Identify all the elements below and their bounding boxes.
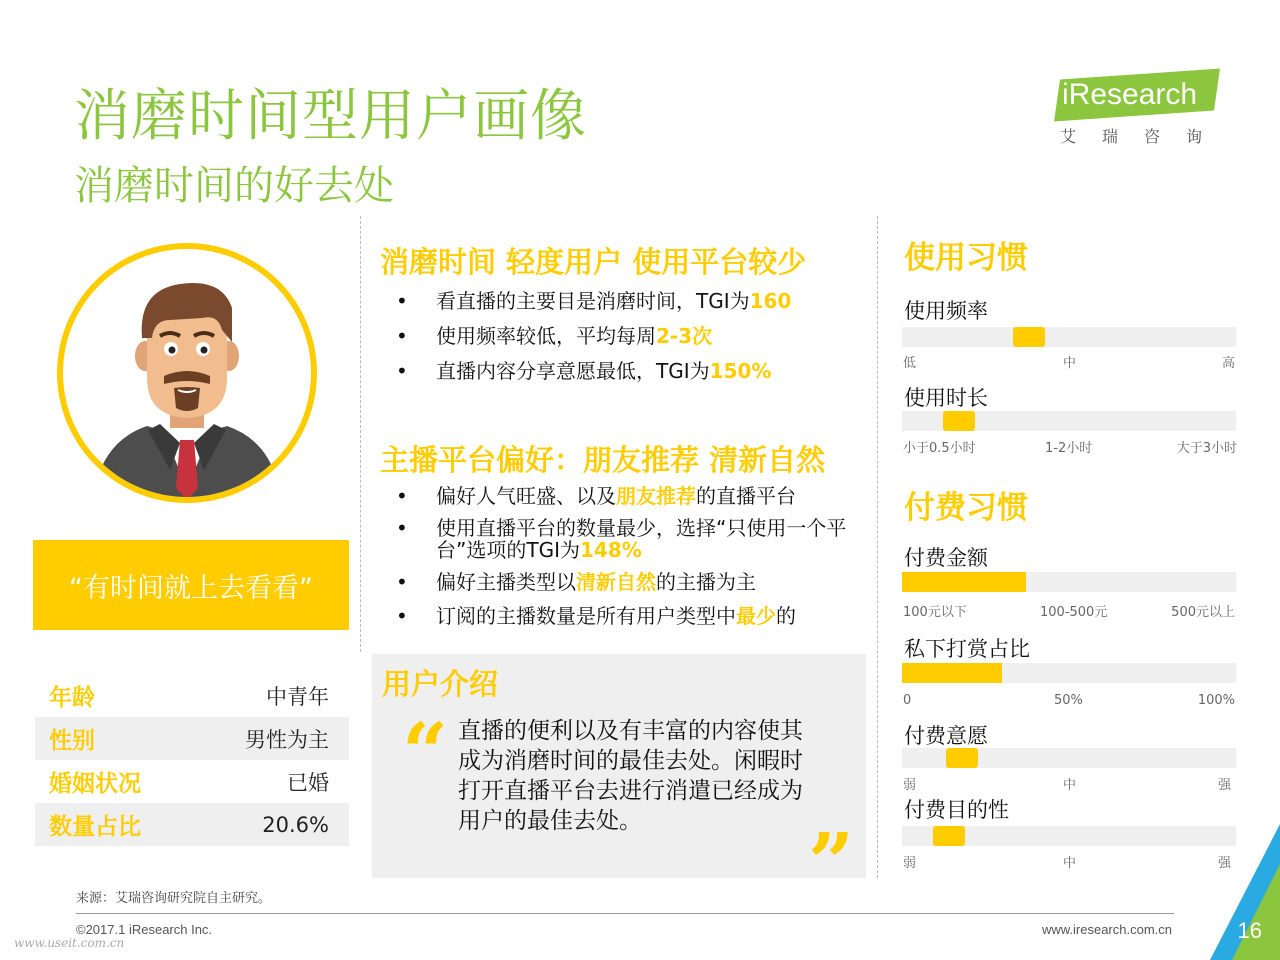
user-intro-heading: 用户介绍 — [382, 667, 499, 701]
gender-label: 性别 — [49, 728, 95, 754]
bullet-text: 订阅的主播数量是所有用户类型中 — [436, 604, 736, 628]
scale-high: 500元以上 — [1171, 605, 1235, 620]
scale-low: 弱 — [903, 856, 917, 871]
amount-scale — [903, 601, 1237, 620]
willingness-bar — [902, 748, 1236, 768]
scale-high: 大于3小时 — [1176, 441, 1237, 456]
share-label: 数量占比 — [49, 814, 141, 840]
tip-share-scale — [903, 693, 1237, 709]
bullet-highlight: 2-3次 — [656, 324, 713, 348]
purpose-bar — [902, 826, 1236, 846]
user-intro-text: 直播的便利以及有丰富的内容使其成为消磨时间的最佳去处。闲暇时打开直播平台去进行消遣已经成为用户的最佳去处。 — [458, 718, 803, 834]
scale-low: 弱 — [903, 778, 917, 793]
column-divider-left — [360, 216, 361, 652]
purpose-scale — [903, 852, 1237, 871]
marital-value: 已婚 — [287, 770, 329, 795]
frequency-bar — [902, 327, 1236, 347]
copyright: ©2017.1 iResearch Inc. — [76, 922, 213, 937]
amount-label: 付费金额 — [904, 546, 988, 570]
section-heading-usage-traits: 消磨时间 轻度用户 使用平台较少 — [380, 245, 807, 279]
watermark: www.useit.com.cn — [14, 936, 125, 950]
scale-mid: 中 — [1063, 778, 1077, 793]
open-quote-icon: “ — [402, 705, 449, 799]
list-item — [394, 483, 868, 509]
user-intro-panel — [372, 654, 866, 909]
willingness-marker — [946, 748, 978, 768]
frequency-marker — [1013, 327, 1045, 347]
payment-habits-heading: 付费习惯 — [904, 490, 1028, 526]
persona-quote-box — [33, 540, 349, 630]
purpose-label: 付费目的性 — [904, 798, 1009, 822]
logo-brand: iResearch — [1062, 78, 1198, 111]
bullet-highlight: 160 — [749, 289, 792, 313]
list-item — [394, 323, 864, 349]
bullet-text: 直播内容分享意愿最低，TGI为 — [436, 359, 710, 383]
page-title: 消磨时间型用户画像 — [74, 84, 587, 149]
frequency-label: 使用频率 — [904, 299, 988, 323]
bullet-highlight: 朋友推荐 — [616, 484, 696, 508]
usage-habits-heading: 使用习惯 — [904, 240, 1028, 276]
age-value: 中青年 — [266, 684, 329, 709]
page-number: 16 — [1237, 918, 1262, 943]
list-item — [394, 569, 868, 595]
scale-mid: 50% — [1054, 693, 1083, 708]
platform-preference-list — [394, 483, 868, 629]
marital-label: 婚姻状况 — [49, 771, 141, 797]
willingness-scale — [903, 774, 1237, 793]
table-row — [35, 717, 349, 760]
tip-share-fill — [902, 663, 1002, 683]
scale-mid: 100-500元 — [1040, 605, 1108, 620]
scale-high: 高 — [1221, 356, 1235, 371]
duration-marker — [943, 411, 975, 431]
bullet-text: 使用直播平台的数量最少，选择“只使用一个平台”选项的TGI为 — [436, 516, 847, 562]
purpose-marker — [933, 826, 965, 846]
close-quote-icon: ” — [808, 815, 855, 909]
website-link[interactable]: www.iresearch.com.cn — [1041, 922, 1172, 937]
bullet-highlight: 清新自然 — [576, 570, 656, 594]
bullet-highlight: 最少 — [736, 604, 776, 628]
iresearch-logo — [1058, 68, 1229, 152]
bullet-text: 的直播平台 — [696, 484, 796, 508]
section-heading-platform-preference: 主播平台偏好：朋友推荐 清新自然 — [380, 443, 826, 477]
scale-mid: 中 — [1063, 856, 1077, 871]
table-row — [35, 674, 349, 717]
scale-low: 小于0.5小时 — [903, 441, 976, 456]
tip-share-label: 私下打赏占比 — [904, 637, 1030, 661]
logo-subtitle: 艾瑞咨询 — [1060, 127, 1229, 146]
table-row — [35, 803, 349, 846]
persona-quote: “有时间就上去看看” — [69, 572, 313, 604]
column-divider-right — [877, 216, 878, 878]
tip-share-bar — [902, 663, 1236, 683]
gender-value: 男性为主 — [245, 727, 329, 752]
bullet-text: 看直播的主要目是消磨时间，TGI为 — [436, 289, 750, 313]
bullet-text: 偏好人气旺盛、以及 — [436, 484, 616, 508]
scale-high: 100% — [1197, 693, 1235, 708]
table-row — [35, 760, 349, 803]
bullet-text: 偏好主播类型以 — [436, 570, 576, 594]
footer-divider — [76, 913, 1174, 914]
list-item — [394, 603, 868, 629]
scale-high: 强 — [1217, 778, 1231, 793]
bullet-highlight: 148% — [579, 538, 642, 562]
persona-avatar-icon — [52, 238, 322, 508]
duration-label: 使用时长 — [904, 386, 988, 410]
list-item — [394, 358, 864, 384]
amount-bar — [902, 572, 1236, 592]
page-subtitle: 消磨时间的好去处 — [74, 163, 394, 209]
amount-fill — [902, 572, 1026, 592]
persona-attributes-table — [35, 674, 349, 846]
bullet-text: 使用频率较低，平均每周 — [436, 324, 656, 348]
share-value: 20.6% — [262, 812, 329, 837]
scale-high: 强 — [1217, 856, 1231, 871]
list-item — [394, 517, 868, 561]
scale-low: 0 — [903, 693, 912, 708]
willingness-label: 付费意愿 — [904, 724, 988, 748]
bullet-text: 的主播为主 — [656, 570, 756, 594]
scale-mid: 1-2小时 — [1045, 441, 1093, 456]
source-note: 来源：艾瑞咨询研究院自主研究。 — [76, 891, 272, 906]
scale-low: 100元以下 — [903, 605, 967, 620]
duration-bar — [902, 411, 1236, 431]
bullet-highlight: 150% — [709, 359, 772, 383]
scale-mid: 中 — [1063, 356, 1077, 371]
list-item — [394, 288, 864, 314]
duration-scale — [903, 437, 1237, 456]
bullet-text: 的 — [776, 604, 796, 628]
scale-low: 低 — [903, 356, 917, 371]
age-label: 年龄 — [49, 685, 95, 711]
usage-traits-list — [394, 288, 864, 384]
frequency-scale — [903, 352, 1237, 371]
